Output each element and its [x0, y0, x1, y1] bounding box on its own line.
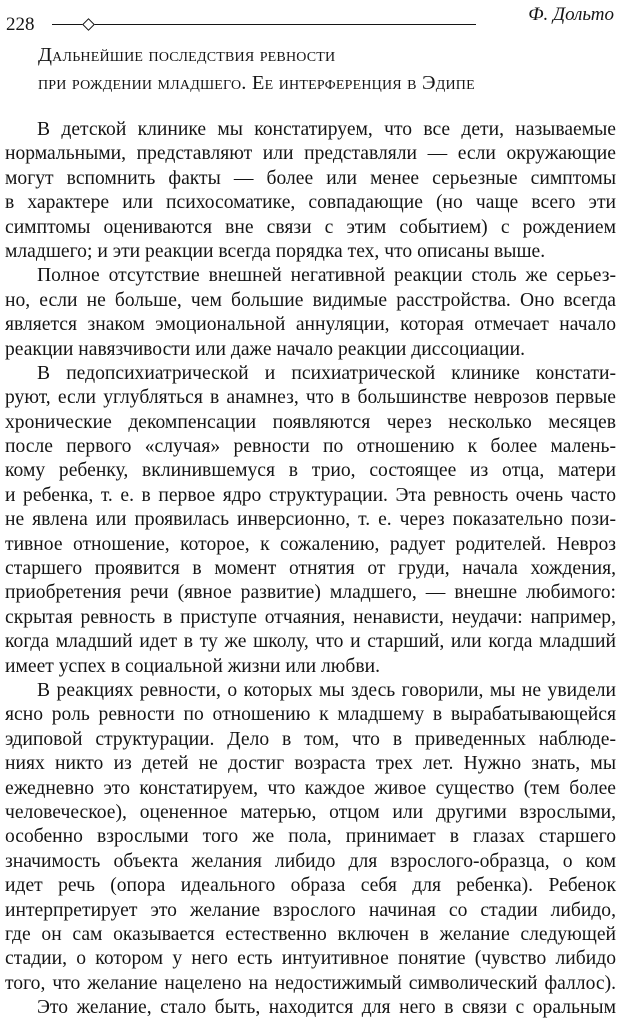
text-line: не явлена или проявилась инверсионно, т. е. через показательно пози- [5, 509, 616, 531]
text-line: младшего; и эти реакции всегда порядка тех, что описаны выше. [5, 240, 546, 262]
text-line: симптомы оцениваются вне связи с этим событием) с рождением [5, 216, 616, 238]
text-line: значимость объекта желания либидо для взрослого-образца, о ком [5, 850, 616, 872]
text-line: Полное отсутствие внешней негативной реакции столь же серьез- [37, 265, 616, 287]
text-line: особенно взрослыми того же пола, принимает в глазах старшего [5, 826, 616, 848]
header-rule [52, 24, 476, 25]
section-title-line: при рождении младшего. Ее интерференция в Эдипе [38, 72, 475, 94]
text-line: ясно роль ревности по отношению к младшему в вырабатывающейся [5, 704, 616, 726]
text-line: Это желание, стало быть, находится для него в связи с оральным [37, 997, 616, 1019]
text-line: идет речь (опора идеального образа себя для ребенка). Ребенок [5, 875, 616, 897]
text-line: человеческое), оцененное матерью, отцом или другими взрослыми, [5, 801, 616, 823]
section-title-line: Дальнейшие последствия ревности [38, 44, 336, 66]
text-line: является знаком эмоциональной аннуляции, которая отмечает начало [5, 314, 616, 336]
text-line: скрытая ревность в приступе отчаяния, ненависти, неудачи: например, [5, 606, 616, 628]
running-header [6, 4, 614, 36]
text-line: руют, если углубляться в анамнез, что в большинстве неврозов первые [5, 387, 616, 409]
text-line: кому ребенку, вклинившемуся в трио, состоящее из отца, матери [5, 460, 616, 482]
text-line: эдиповой структурации. Дело в том, что в приведенных наблюде- [5, 728, 616, 750]
text-line: имеет успех в социальной жизни или любви. [5, 655, 381, 677]
text-line: тивное отношение, которое, к сожалению, радует родителей. Невроз [5, 533, 616, 555]
text-line: хронические декомпенсации появляются через несколько месяцев [5, 411, 616, 433]
diamond-ornament-icon [82, 18, 95, 31]
text-line: стадии, о котором у него есть интуитивное понятие (чувство либидо [5, 948, 616, 970]
section-title [38, 41, 598, 97]
text-line: старшего проявится в момент отнятия от груди, начала хождения, [5, 558, 616, 580]
body-text [0, 118, 620, 1020]
text-line: В детской клинике мы констатируем, что все дети, называемые [37, 119, 616, 140]
text-line: и ребенка, т. е. в первое ядро структурации. Эта ревность очень часто [5, 484, 616, 506]
running-author: Ф. Дольто [528, 4, 614, 25]
text-line: того, что желание нацелено на недостижимый символический фаллос). [5, 972, 616, 994]
text-line: когда младший идет в ту же школу, что и старший, или когда младший [5, 631, 616, 653]
text-line: могут вспомнить факты — более или менее серьезные симптомы [5, 167, 616, 189]
text-line: нормальными, представляют или представляли — если окружающие [5, 143, 616, 165]
text-line: ежедневно это констатируем, что каждое живое существо (тем более [5, 777, 616, 799]
text-line: приобретения речи (явное развитие) младшего, — внешне любимого: [5, 582, 616, 604]
text-line: в характере или психосоматике, совпадающие (но чаще всего эти [5, 192, 616, 214]
text-line: В реакциях ревности, о которых мы здесь говорили, мы не увидели [37, 679, 616, 701]
text-line: но, если не больше, чем большие видимые расстройства. Оно всегда [5, 289, 616, 311]
text-line: В педопсихиатрической и психиатрической клинике констати- [37, 362, 616, 384]
text-line: реакции навязчивости или даже начало реакции диссоциации. [5, 338, 525, 360]
page-number: 228 [6, 14, 35, 35]
text-line: где он сам оказывается естественно включен в желание следующей [5, 923, 616, 945]
text-line: ниях никто из детей не достиг возраста трех лет. Нужно знать, мы [5, 753, 616, 775]
text-line: после первого «случая» ревности по отношению к более малень- [5, 436, 616, 458]
text-line: интерпретирует это желание взрослого начиная со стадии либидо, [5, 899, 616, 921]
